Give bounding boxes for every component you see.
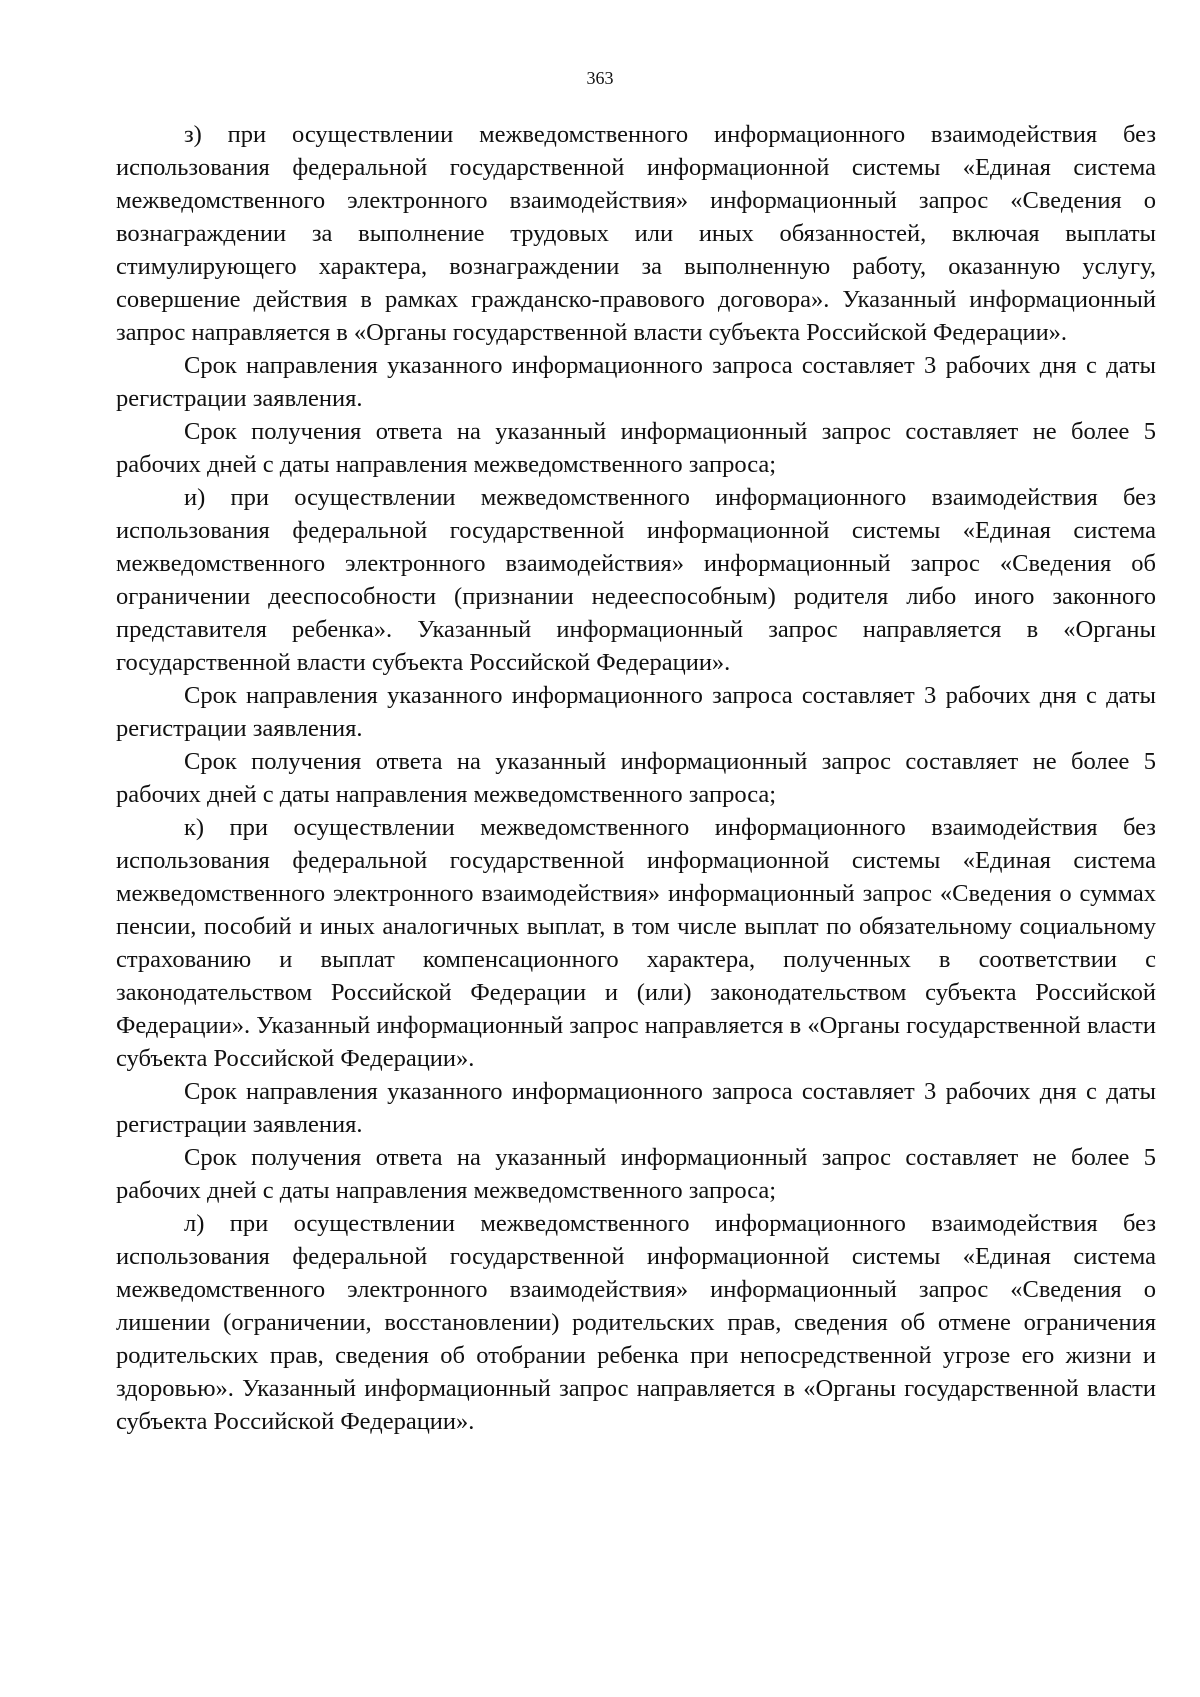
paragraph-i-request: и) при осуществлении межведомственного информационного взаимодействия без использования федеральной государственной информационной системы «Единая система межведомственного электронного взаимодействия» информационный запрос «Сведения об ограничении дееспособности (признании недееспособным) родителя либо иного законного представителя ребенка». Указанный информационный запрос направляется в «Органы государственной власти субъекта Российской Федерации». [116,484,1156,676]
paragraph-response-deadline: Срок получения ответа на указанный информационный запрос составляет не более 5 рабочих дней с даты направления межведомственного запроса; [116,1144,1156,1204]
document-body [116,118,1156,1438]
paragraph-response-deadline: Срок получения ответа на указанный информационный запрос составляет не более 5 рабочих дней с даты направления межведомственного запроса; [116,748,1156,808]
paragraph-request-send-deadline: Срок направления указанного информационного запроса составляет 3 рабочих дня с даты регистрации заявления. [116,352,1156,412]
paragraph-request-send-deadline: Срок направления указанного информационного запроса составляет 3 рабочих дня с даты регистрации заявления. [116,682,1156,742]
paragraph-response-deadline: Срок получения ответа на указанный информационный запрос составляет не более 5 рабочих дней с даты направления межведомственного запроса; [116,418,1156,478]
paragraph-request-send-deadline: Срок направления указанного информационного запроса составляет 3 рабочих дня с даты регистрации заявления. [116,1078,1156,1138]
paragraph-k-request: к) при осуществлении межведомственного информационного взаимодействия без использования федеральной государственной информационной системы «Единая система межведомственного электронного взаимодействия» информационный запрос «Сведения о суммах пенсии, пособий и иных аналогичных выплат, в том числе выплат по обязательному социальному страхованию и выплат компенсационного характера, полученных в соответствии с законодательством Российской Федерации и (или) законодательством субъекта Российской Федерации». Указанный информационный запрос направляется в «Органы государственной власти субъекта Российской Федерации». [116,814,1156,1072]
paragraph-z-request: з) при осуществлении межведомственного информационного взаимодействия без использования федеральной государственной информационной системы «Единая система межведомственного электронного взаимодействия» информационный запрос «Сведения о вознаграждении за выполнение трудовых или иных обязанностей, включая выплаты стимулирующего характера, вознаграждении за выполненную работу, оказанную услугу, совершение действия в рамках гражданско-правового договора». Указанный информационный запрос направляется в «Органы государственной власти субъекта Российской Федерации». [116,121,1156,346]
page-number: 363 [586,68,614,88]
paragraph-l-request: л) при осуществлении межведомственного информационного взаимодействия без использования федеральной государственной информационной системы «Единая система межведомственного электронного взаимодействия» информационный запрос «Сведения о лишении (ограничении, восстановлении) родительских прав, сведения об отмене ограничения родительских прав, сведения об отобрании ребенка при непосредственной угрозе его жизни и здоровью». Указанный информационный запрос направляется в «Органы государственной власти субъекта Российской Федерации». [116,1210,1156,1435]
